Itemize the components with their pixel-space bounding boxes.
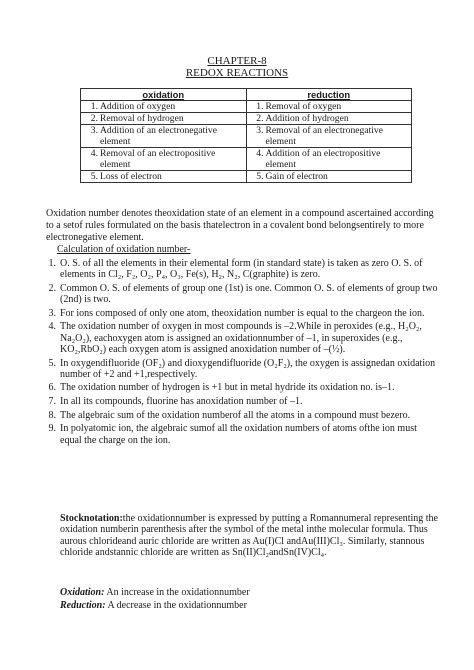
- reduction-label: Reduction:: [60, 600, 106, 611]
- list-item: [30, 382, 438, 393]
- rules-list: [30, 258, 438, 448]
- list-item-number: 9.: [48, 423, 56, 435]
- list-item: [30, 358, 438, 381]
- cell-text: Gain of electron: [265, 171, 328, 182]
- intro-paragraph: Oxidation number denotes theoxidation state of an element in a compound ascertained according to a setof rules formulated on the basis thatelectron in a covalent bond belongsentirely to more electronegative element.: [46, 208, 434, 243]
- reduction-cell: [246, 101, 412, 113]
- row-number: 4.: [256, 148, 264, 159]
- stock-notation-text: the oxidationnumber is expressed by putting a Romannumeral representing the oxidation numberin parenthesis after the symbol of the metal inthe molecular formula. Thus aurous chlorideand auric chloride are written as Au(I)Cl andAu(III)Cl₃. Similarly, stannous chloride andstannic chloride are written as Sn(II)Cl₂andSn(IV)Cl₄.: [60, 513, 438, 559]
- cell-text: Removal of hydrogen: [100, 113, 184, 124]
- oxidation-label: Oxidation:: [60, 587, 105, 598]
- oxidation-cell: [81, 125, 247, 148]
- cell-text: Addition of an electronegative: [100, 125, 217, 136]
- chapter-title: REDOX REACTIONS: [185, 67, 289, 79]
- table-row: [81, 101, 412, 113]
- cell-text-continued: element: [100, 136, 131, 147]
- oxidation-cell: [81, 101, 247, 113]
- oxidation-cell: [81, 113, 247, 125]
- list-item-text: In all its compounds, fluorine has anoxidation number of –1.: [60, 396, 303, 408]
- cell-text: Removal of an electropositive: [100, 148, 216, 159]
- row-number: 3.: [90, 125, 98, 136]
- list-item-number: 6.: [48, 382, 56, 394]
- reduction-cell: [246, 148, 412, 171]
- list-item-text: For ions composed of only one atom, theoxidation number is equal to the chargeon the ion.: [60, 307, 425, 319]
- row-number: 2.: [256, 113, 264, 124]
- cell-text: Addition of oxygen: [100, 101, 176, 112]
- oxidation-text: An increase in the oxidationnumber: [104, 587, 250, 598]
- cell-text: Addition of an electropositive: [265, 148, 381, 159]
- reduction-cell: [246, 171, 412, 183]
- cell-text-continued: element: [265, 136, 296, 147]
- table-row: [81, 148, 412, 171]
- header-reduction: reduction: [246, 89, 412, 101]
- list-item-number: 5.: [48, 357, 56, 369]
- list-item: [30, 321, 438, 355]
- reduction-definition: [60, 600, 247, 612]
- oxidation-definition: [60, 587, 250, 599]
- cell-text-continued: element: [100, 159, 131, 170]
- list-item-number: 3.: [48, 307, 56, 319]
- row-number: 1.: [90, 101, 98, 112]
- cell-text: Loss of electron: [100, 171, 162, 182]
- list-item: [30, 410, 438, 421]
- row-number: 5.: [90, 171, 98, 182]
- list-item-text: In oxygendifluoride (OF₂) and dioxygendifluoride (O₂F₂), the oxygen is assignedan oxidation number of +2 and +1,respectively.: [60, 357, 436, 380]
- list-item-text: Common O. S. of elements of group one (1st) is one. Common O. S. of elements of group two (2nd) is two.: [60, 282, 438, 306]
- list-item-number: 2.: [48, 282, 56, 294]
- stock-notation-label: Stocknotation:: [60, 513, 123, 524]
- table-row: [81, 171, 412, 183]
- list-item-number: 7.: [48, 396, 56, 408]
- cell-text: Addition of hydrogen: [265, 113, 349, 124]
- list-item-number: 1.: [48, 258, 56, 269]
- list-item: [30, 283, 438, 306]
- stock-notation-paragraph: [60, 513, 440, 559]
- oxidation-cell: [81, 171, 247, 183]
- cell-text: Removal of oxygen: [265, 101, 342, 112]
- reduction-text: A decrease in the oxidationnumber: [105, 600, 247, 611]
- list-item: [30, 308, 438, 319]
- row-number: 1.: [256, 101, 264, 112]
- chapter-number: CHAPTER-8: [207, 55, 267, 67]
- calculation-heading: Calculation of oxidation number-: [57, 244, 191, 255]
- list-item-text: The algebraic sum of the oxidation numberof all the atoms in a compound must bezero.: [60, 409, 411, 421]
- list-item-text: The oxidation number of hydrogen is +1 but in metal hydride its oxidation no. is–1.: [60, 382, 395, 394]
- table-row: [81, 113, 412, 125]
- table-row: [81, 125, 412, 148]
- list-item-text: In polyatomic ion, the algebraic sumof all the oxidation numbers of atoms ofthe ion must equal the charge on the ion.: [60, 423, 417, 446]
- list-item: [30, 423, 438, 446]
- list-item-number: 8.: [48, 409, 56, 421]
- list-item: [30, 396, 438, 407]
- reduction-cell: [246, 113, 412, 125]
- list-item-text: The oxidation number of oxygen in most compounds is –2.While in peroxides (e.g., H₂O₂, Na₂O₂), eachoxygen atom is assigned an oxidationnumber of –1, in superoxides (e.g., KO₂,RbO₂) each oxygen atom is assigned anoxidation number of –(½).: [60, 321, 422, 355]
- row-number: 4.: [90, 148, 98, 159]
- list-item-text: O. S. of all the elements in their elemental form (in standard state) is taken as zero O. S. of elements in Cl₂, F₂, O₂, P₄, O₃, Fe(s), H₂, N₂, C(graphite) is zero.: [60, 258, 423, 281]
- redox-comparison-table: [80, 88, 412, 183]
- row-number: 5.: [256, 171, 264, 182]
- list-item-number: 4.: [48, 321, 56, 333]
- row-number: 3.: [256, 125, 264, 136]
- oxidation-cell: [81, 148, 247, 171]
- cell-text: Removal of an electronegative: [265, 125, 383, 136]
- cell-text-continued: element: [265, 159, 296, 170]
- header-oxidation: oxidation: [81, 89, 247, 101]
- row-number: 2.: [90, 113, 98, 124]
- reduction-cell: [246, 125, 412, 148]
- table-header-row: [81, 89, 412, 101]
- list-item: [30, 258, 438, 281]
